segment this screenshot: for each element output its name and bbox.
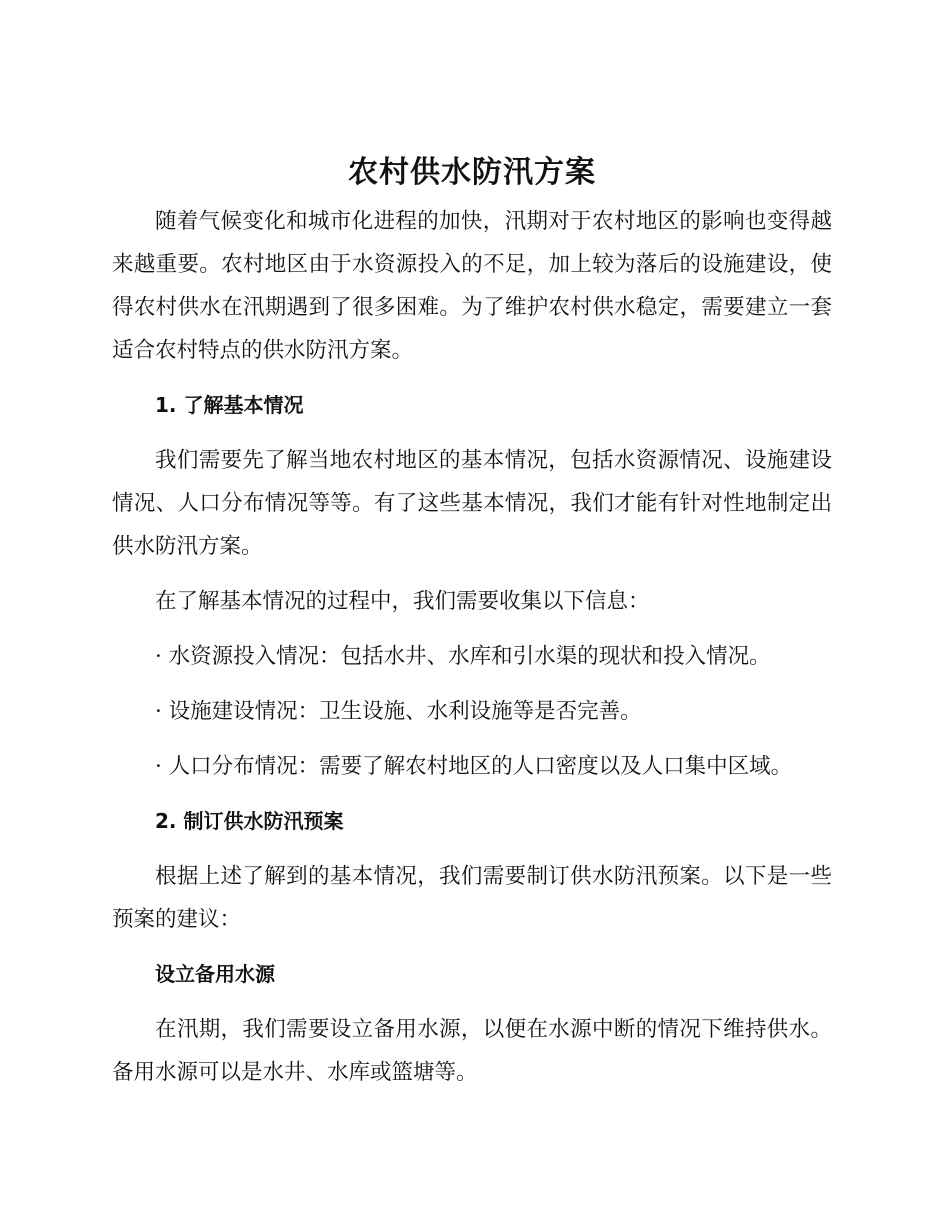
document-page xyxy=(112,148,832,1094)
section-2-heading: 2. 制订供水防汛预案 xyxy=(155,809,344,833)
section-1-paragraph-2: 在了解基本情况的过程中，我们需要收集以下信息： xyxy=(155,589,650,614)
backup-water-source-heading: 设立备用水源 xyxy=(155,962,275,986)
intro-paragraph: 随着气候变化和城市化进程的加快，汛期对于农村地区的影响也变得越来越重要。农村地区由于水资源投入的不足，加上较为落后的设施建设，使得农村供水在汛期遇到了很多困难。为了维护农村供水稳定，需要建立一套适合农村特点的供水防汛方案。 xyxy=(112,209,832,363)
section-2-paragraph-2: 在汛期，我们需要设立备用水源，以便在水源中断的情况下维持供水。备用水源可以是水井、水库或篮塘等。 xyxy=(112,1017,832,1085)
bullet-water-resources: · 水资源投入情况：包括水井、水库和引水渠的现状和投入情况。 xyxy=(155,644,771,669)
document-title: 农村供水防汛方案 xyxy=(348,155,596,190)
section-2-paragraph-1: 根据上述了解到的基本情况，我们需要制订供水防汛预案。以下是一些预案的建议： xyxy=(112,864,832,932)
bullet-facilities: · 设施建设情况：卫生设施、水利设施等是否完善。 xyxy=(155,699,642,724)
bullet-population: · 人口分布情况：需要了解农村地区的人口密度以及人口集中区域。 xyxy=(155,754,793,779)
section-1-heading: 1. 了解基本情况 xyxy=(155,393,304,417)
section-1-paragraph-1: 我们需要先了解当地农村地区的基本情况，包括水资源情况、设施建设情况、人口分布情况等等。有了这些基本情况，我们才能有针对性地制定出供水防汛方案。 xyxy=(112,448,832,559)
